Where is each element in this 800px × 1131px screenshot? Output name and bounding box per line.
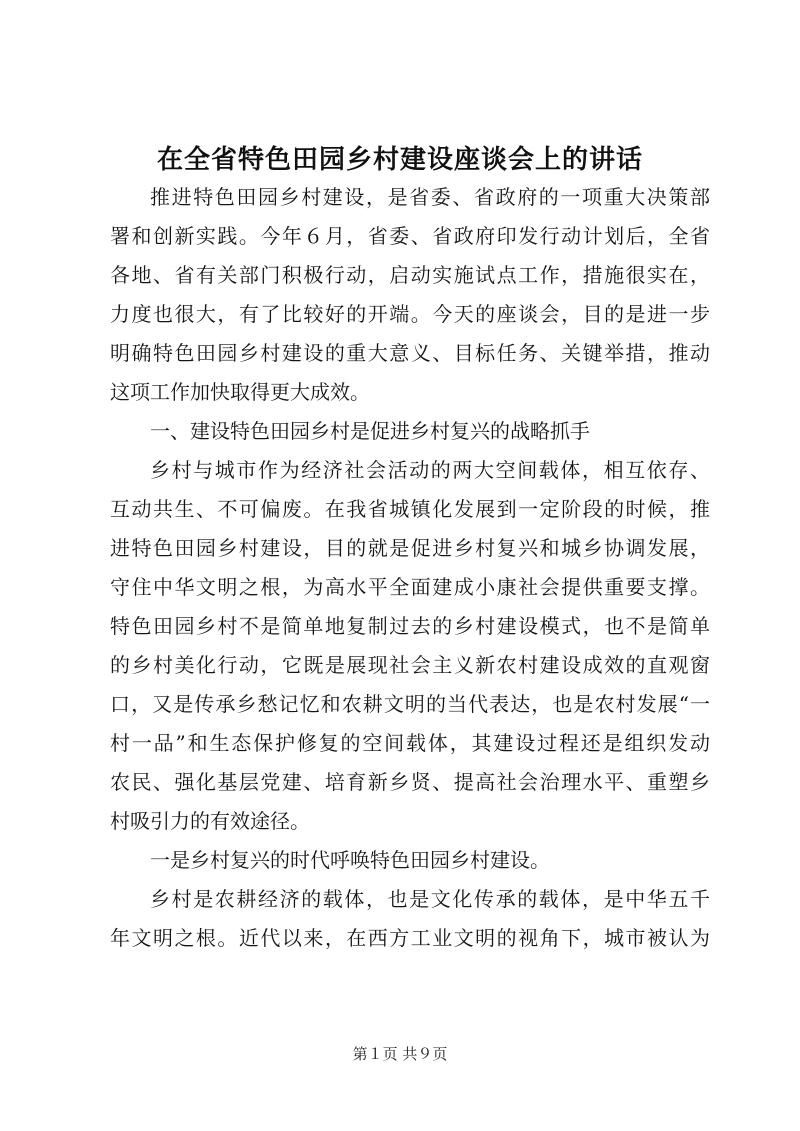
paragraph-line: 署和创新实践。今年６月，省委、省政府印发行动计划后，全省 (110, 224, 710, 248)
subsection-heading-text: 一是乡村复兴的时代呼唤特色田园乡村建设。 (150, 848, 550, 872)
paragraph-line: 乡村是农耕经济的载体，也是文化传承的载体，是中华五千 (150, 887, 710, 911)
paragraph (110, 451, 710, 841)
subsection-heading (110, 841, 710, 880)
paragraph (110, 178, 710, 412)
paragraph-line: 各地、省有关部门积极行动，启动实施试点工作，措施很实在， (110, 263, 710, 287)
paragraph-line: 村吸引力的有效途径。 (110, 809, 310, 833)
paragraph-line: 乡村与城市作为经济社会活动的两大空间载体，相互依存、 (150, 458, 710, 482)
paragraph-line: 明确特色田园乡村建设的重大意义、目标任务、关键举措，推动 (110, 341, 710, 365)
paragraph-line: 这项工作加快取得更大成效。 (110, 380, 370, 404)
page-title: 在全省特色田园乡村建设座谈会上的讲话 (156, 145, 643, 175)
paragraph-line: 年文明之根。近代以来，在西方工业文明的视角下，城市被认为 (110, 926, 710, 950)
section-heading-text: 一、建设特色田园乡村是促进乡村复兴的战略抓手 (150, 419, 590, 443)
paragraph-line: 推进特色田园乡村建设，是省委、省政府的一项重大决策部 (150, 185, 710, 209)
paragraph-line: 互动共生、不可偏废。在我省城镇化发展到一定阶段的时候，推 (110, 497, 710, 521)
paragraph-line: 力度也很大，有了比较好的开端。今天的座谈会，目的是进一步 (110, 302, 710, 326)
paragraph-line: 的乡村美化行动，它既是展现社会主义新农村建设成效的直观窗 (110, 653, 710, 677)
paragraph-line: 村一品”和生态保护修复的空间载体，其建设过程还是组织发动 (110, 731, 710, 755)
document-body (110, 178, 710, 958)
paragraph-line: 进特色田园乡村建设，目的就是促进乡村复兴和城乡协调发展， (110, 536, 710, 560)
paragraph-line: 口，又是传承乡愁记忆和农耕文明的当代表达，也是农村发展“一 (110, 692, 710, 716)
section-heading (110, 412, 710, 451)
paragraph (110, 880, 710, 958)
page-number-footer: 第１页 共９页 (352, 1045, 448, 1063)
paragraph-line: 特色田园乡村不是简单地复制过去的乡村建设模式，也不是简单 (110, 614, 710, 638)
paragraph-line: 守住中华文明之根，为高水平全面建成小康社会提供重要支撑。 (110, 575, 710, 599)
paragraph-line: 农民、强化基层党建、培育新乡贤、提高社会治理水平、重塑乡 (110, 770, 710, 794)
